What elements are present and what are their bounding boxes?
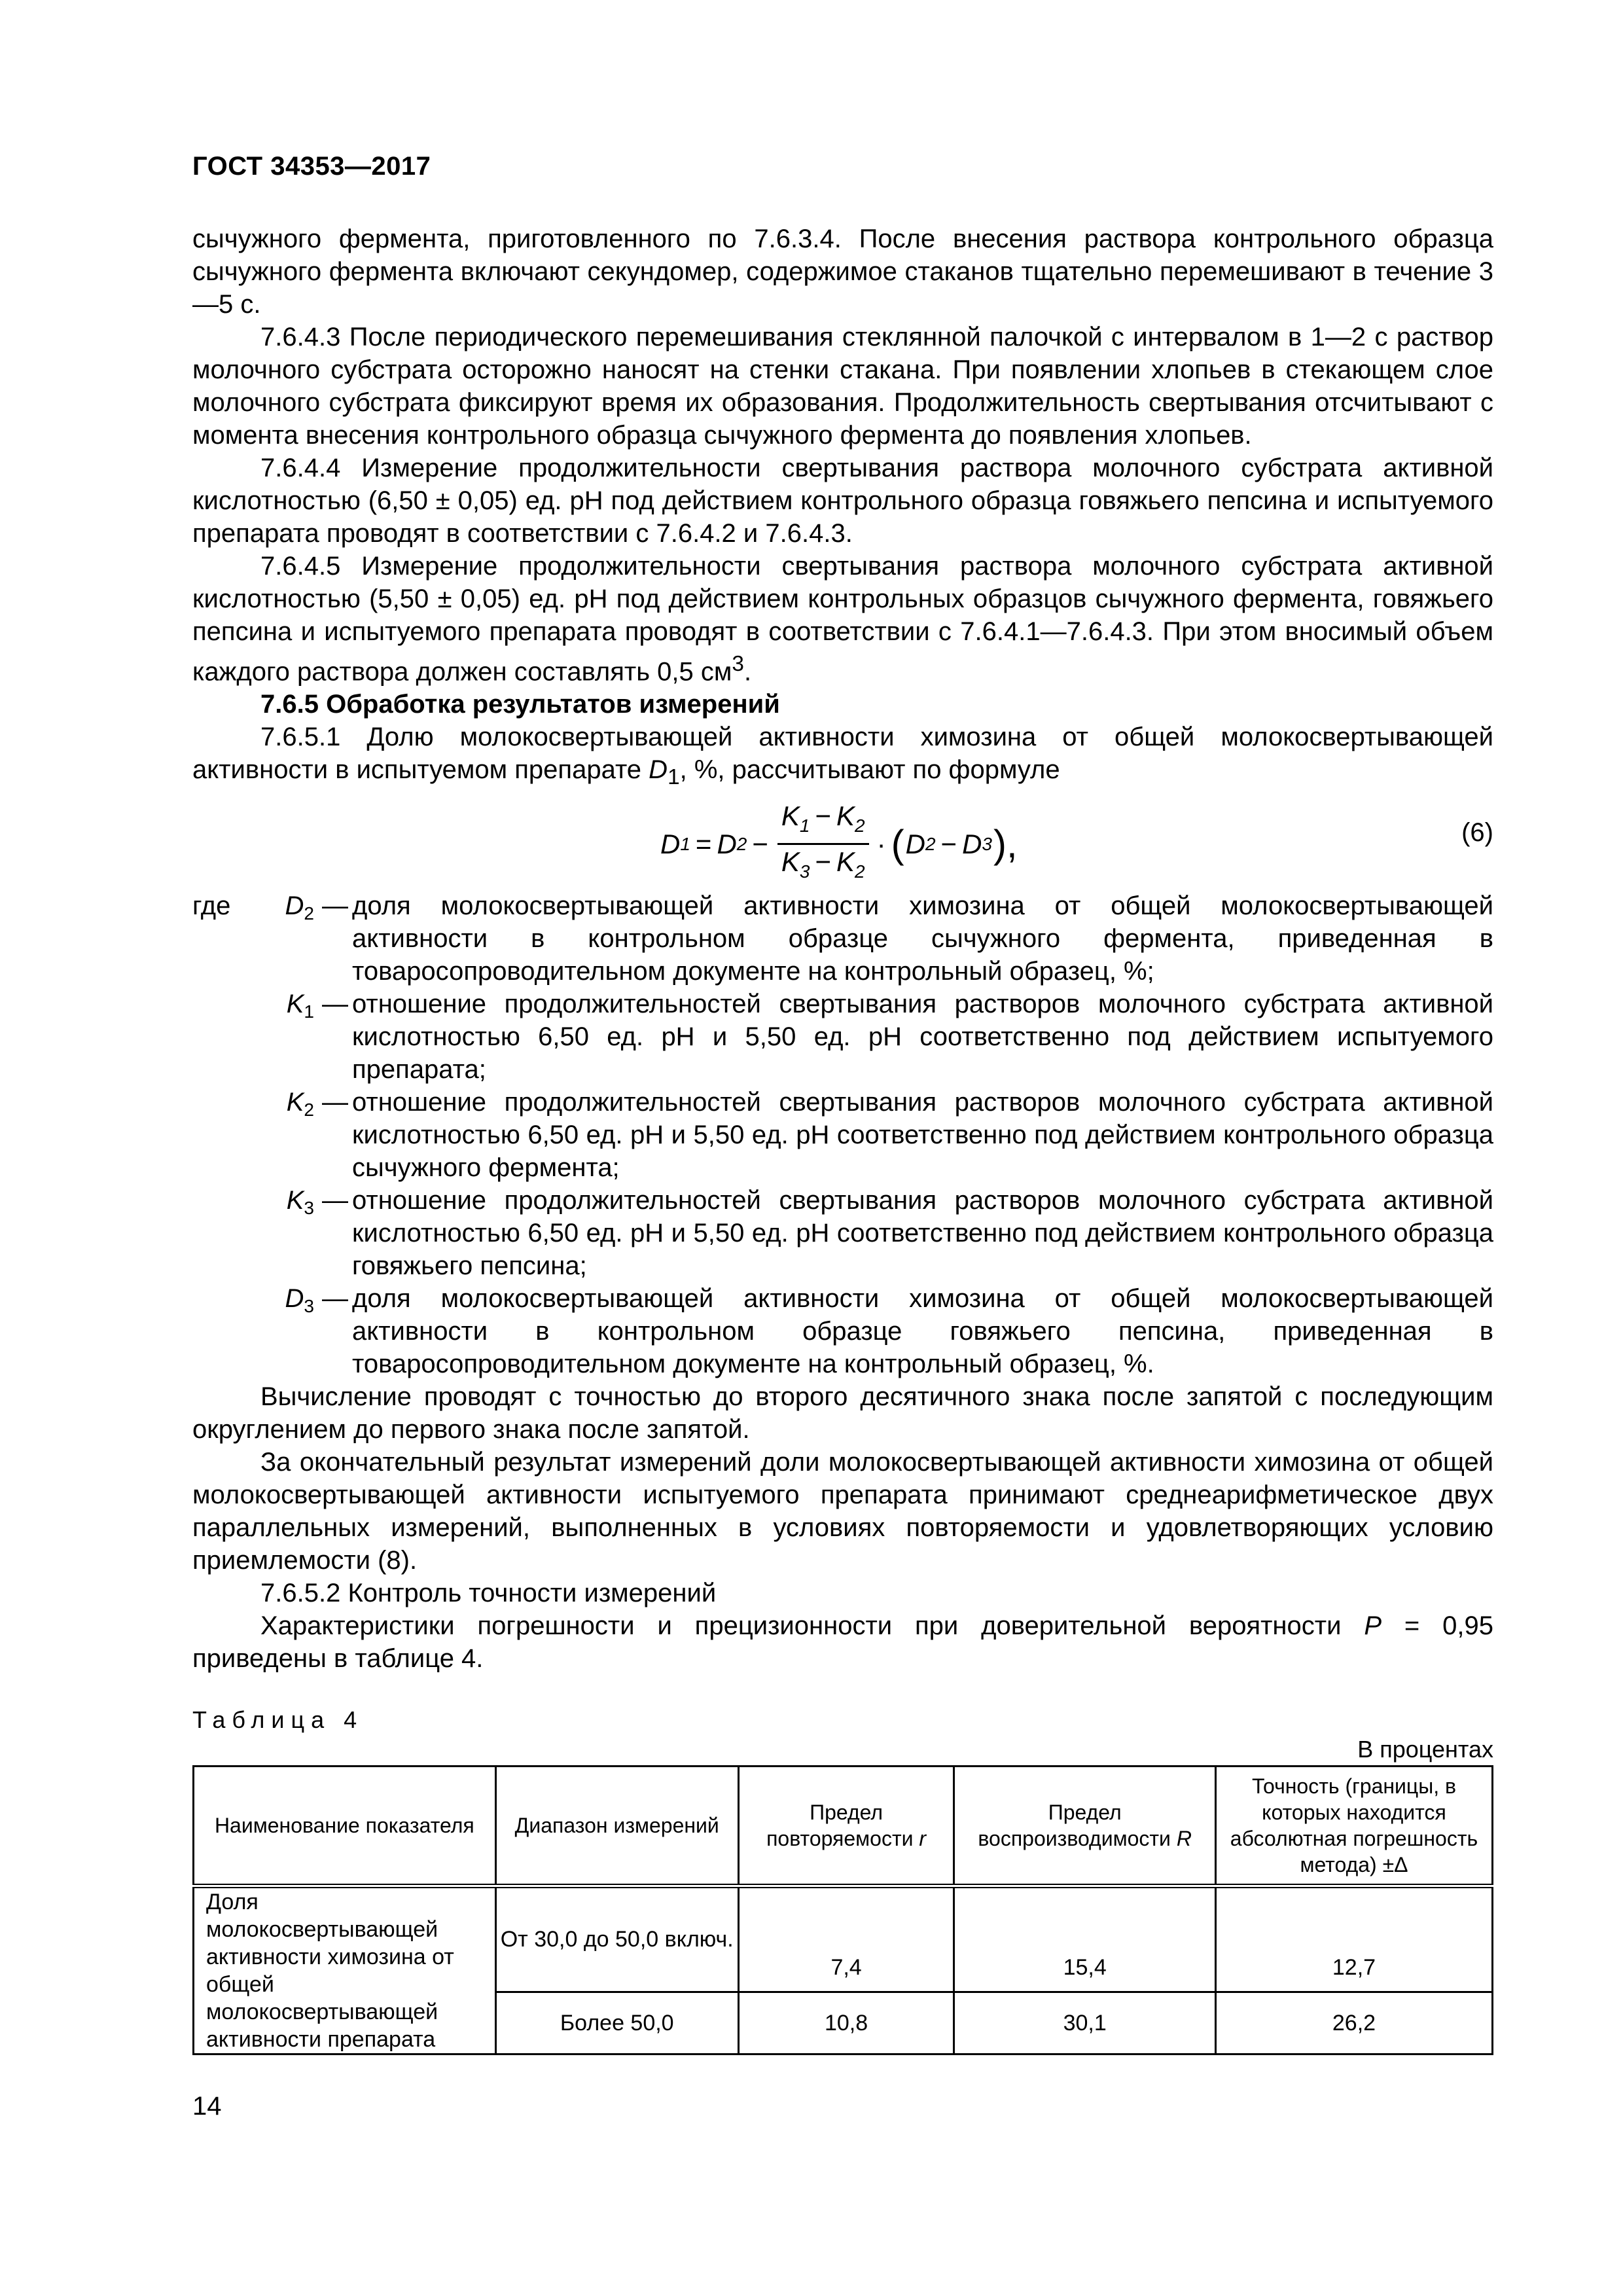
document-standard-number: ГОСТ 34353—2017 (192, 152, 431, 181)
definition-item (192, 1086, 1493, 1184)
variable: P (1364, 1611, 1382, 1641)
formula-sub: 3 (982, 833, 992, 854)
paragraph-tail: = 0,95 приведены в таблице 4. (192, 1611, 1493, 1674)
document-body (192, 223, 1493, 2055)
subscript: 1 (304, 1001, 314, 1022)
definition-item (192, 889, 1493, 988)
paragraph-text: Характеристики погрешности и прецизионности при доверительной вероятности (260, 1611, 1364, 1641)
column-header: Наименование показателя (194, 1767, 496, 1886)
subscript: 2 (304, 1100, 314, 1121)
where-word: где (192, 891, 231, 921)
formula-sub: 2 (736, 833, 747, 854)
formula-var: K (836, 846, 855, 878)
subscript: 3 (304, 1198, 314, 1219)
fraction-numerator (777, 800, 869, 845)
column-header: Точность (границы, в которых находится абсолютная погрешность метода) ±Δ (1215, 1767, 1492, 1886)
table-caption: Таблица 4 (192, 1706, 364, 1734)
definition-dash: — (322, 1284, 348, 1314)
formula (660, 800, 1019, 888)
table-cell: 26,2 (1215, 1992, 1492, 2054)
table-cell: Более 50,0 (495, 1992, 738, 2054)
variable: D (285, 891, 304, 921)
paragraph: 7.6.4.4 Измерение продолжительности свертывания раствора молочного субстрата активной кислотностью (6,50 ± 0,05) ед. pH под действием контрольного образца говяжьего пепсина и испытуемого препарата проводят в соответствии с 7.6.4.2 и 7.6.4.3. (192, 454, 1493, 548)
formula-block (192, 797, 1493, 888)
definitions-list (192, 889, 1493, 1380)
paragraph (192, 550, 1493, 688)
table-cell: От 30,0 до 50,0 включ. (495, 1886, 738, 1992)
formula-op: − (815, 846, 832, 878)
formula-var: D (962, 828, 982, 859)
definition-symbol (192, 1086, 322, 1184)
variable: r (919, 1827, 927, 1851)
variable: K (286, 1186, 304, 1215)
superscript: 3 (732, 652, 744, 676)
paragraph (192, 1609, 1493, 1675)
definition-dash: — (322, 1186, 348, 1215)
definition-symbol (192, 889, 322, 988)
page-number: 14 (192, 2092, 222, 2121)
subscript: 2 (304, 903, 314, 924)
subscript: 1 (668, 765, 680, 790)
formula-var: K (781, 800, 800, 832)
definition-text: отношение продолжительностей свертывания растворов молочного субстрата активной кислотностью 6,50 ед. pH и 5,50 ед. pH соответственно под действием испытуемого препарата; (352, 990, 1493, 1085)
definition-dash: — (322, 1088, 348, 1117)
data-table (192, 1765, 1493, 2055)
formula-sub: 1 (799, 816, 810, 836)
column-header (738, 1767, 954, 1886)
formula-number: (6) (1461, 818, 1493, 848)
definition-text: отношение продолжительностей свертывания растворов молочного субстрата активной кислотностью 6,50 ед. pH и 5,50 ед. pH соответственно под действием контрольного образца говяжьего пепсина; (352, 1186, 1493, 1281)
table-units: В процентах (1357, 1736, 1493, 1763)
paragraph: За окончательный результат измерений доли молокосвертывающей активности химозина от общей молокосвертывающей активности испытуемого препарата принимают среднеарифметическое двух параллельных измерений, выполненных в условиях повторяемости и удовлетворяющих условию приемлемости (8). (192, 1448, 1493, 1575)
table-cell: 7,4 (738, 1886, 954, 1992)
formula-sub: 2 (925, 833, 936, 854)
formula-op: = (695, 828, 712, 859)
definition-item (192, 1282, 1493, 1380)
column-header (954, 1767, 1216, 1886)
paragraph-text: 7.6.4.5 Измерение продолжительности свертывания раствора молочного субстрата активной кислотностью (5,50 ± 0,05) ед. pH под действием контрольных образцов сычужного фермента, говяжьего пепсина и испытуемого препарата проводят в соответствии с 7.6.4.1—7.6.4.3. При этом вносимый объем каждого раствора должен составлять 0,5 см (192, 552, 1493, 687)
definition-text: отношение продолжительностей свертывания растворов молочного субстрата активной кислотностью 6,50 ед. pH и 5,50 ед. pH соответственно под действием контрольного образца сычужного фермента; (352, 1088, 1493, 1183)
paragraph: 7.6.4.3 После периодического перемешивания стеклянной палочкой с интервалом в 1—2 с раствор молочного субстрата осторожно наносят на стенки стакана. При появлении хлопьев в стекающем слое молочного субстрата фиксируют время их образования. Продолжительность свертывания отсчитывают с момента внесения контрольного образца сычужного фермента до появления хлопьев. (192, 323, 1493, 450)
paragraph-tail: , %, рассчитывают по формуле (679, 755, 1060, 785)
definition-dash: — (322, 891, 348, 921)
subsection-heading: 7.6.5.2 Контроль точности измерений (260, 1579, 717, 1608)
variable: D (285, 1284, 304, 1314)
definition-text: доля молокосвертывающей активности химозина от общей молокосвертывающей активности в контрольном образце сычужного фермента, приведенная в товаросопроводительном документе на контрольный образец, %; (352, 891, 1493, 986)
formula-var: D (660, 828, 681, 859)
variable: R (1176, 1827, 1192, 1851)
definition-symbol (192, 988, 322, 1086)
definition-dash: — (322, 990, 348, 1019)
variable: K (286, 1088, 304, 1117)
formula-sub: 3 (799, 861, 810, 882)
table-cell: 10,8 (738, 1992, 954, 2054)
table-cell: 15,4 (954, 1886, 1216, 1992)
subscript: 3 (304, 1296, 314, 1317)
formula-var: D (717, 828, 737, 859)
header-text: Предел повторяемости (766, 1801, 919, 1851)
formula-op: · (876, 828, 886, 859)
definition-text: доля молокосвертывающей активности химозина от общей молокосвертывающей активности в контрольном образце говяжьего пепсина, приведенная в товаросопроводительном документе на контрольный образец, %. (352, 1284, 1493, 1379)
paragraph: сычужного фермента, приготовленного по 7.6.3.4. После внесения раствора контрольного образца сычужного фермента включают секундомер, содержимое стаканов тщательно перемешивают в течение 3—5 с. (192, 224, 1493, 319)
formula-op: − (752, 828, 768, 859)
table-cell: 12,7 (1215, 1886, 1492, 1992)
paragraph (192, 721, 1493, 794)
variable: D (649, 755, 668, 785)
formula-fraction (777, 800, 869, 888)
formula-op: − (815, 800, 832, 832)
table-cell: Доля молокосвертывающей активности химозина от общей молокосвертывающей активности препарата (194, 1886, 496, 2054)
definition-symbol (192, 1184, 322, 1282)
header-text: Предел воспроизводимости (978, 1801, 1177, 1851)
section-heading: 7.6.5 Обработка результатов измерений (260, 690, 780, 719)
definition-symbol (192, 1282, 322, 1380)
formula-sub: 1 (680, 833, 690, 854)
table-row (194, 1886, 1493, 1992)
formula-paren: ( (891, 821, 904, 866)
paragraph-tail: . (743, 657, 752, 687)
variable: K (286, 990, 304, 1019)
definition-item (192, 1184, 1493, 1282)
formula-var: D (905, 828, 925, 859)
table-cell: 30,1 (954, 1992, 1216, 2054)
paragraph-text: 7.6.5.1 Долю молокосвертывающей активности химозина от общей молокосвертывающей активности в испытуемом препарате (192, 723, 1493, 785)
formula-var: K (836, 800, 855, 832)
formula-sub: 2 (855, 816, 865, 836)
fraction-denominator (777, 845, 869, 888)
formula-paren: ), (993, 821, 1018, 866)
column-header: Диапазон измерений (495, 1767, 738, 1886)
table-header-row (194, 1767, 1493, 1886)
definition-item (192, 988, 1493, 1086)
formula-sub: 2 (855, 861, 865, 882)
formula-op: − (940, 828, 957, 859)
formula-var: K (781, 846, 800, 878)
paragraph: Вычисление проводят с точностью до второго десятичного знака после запятой с последующим округлением до первого знака после запятой. (192, 1382, 1493, 1444)
